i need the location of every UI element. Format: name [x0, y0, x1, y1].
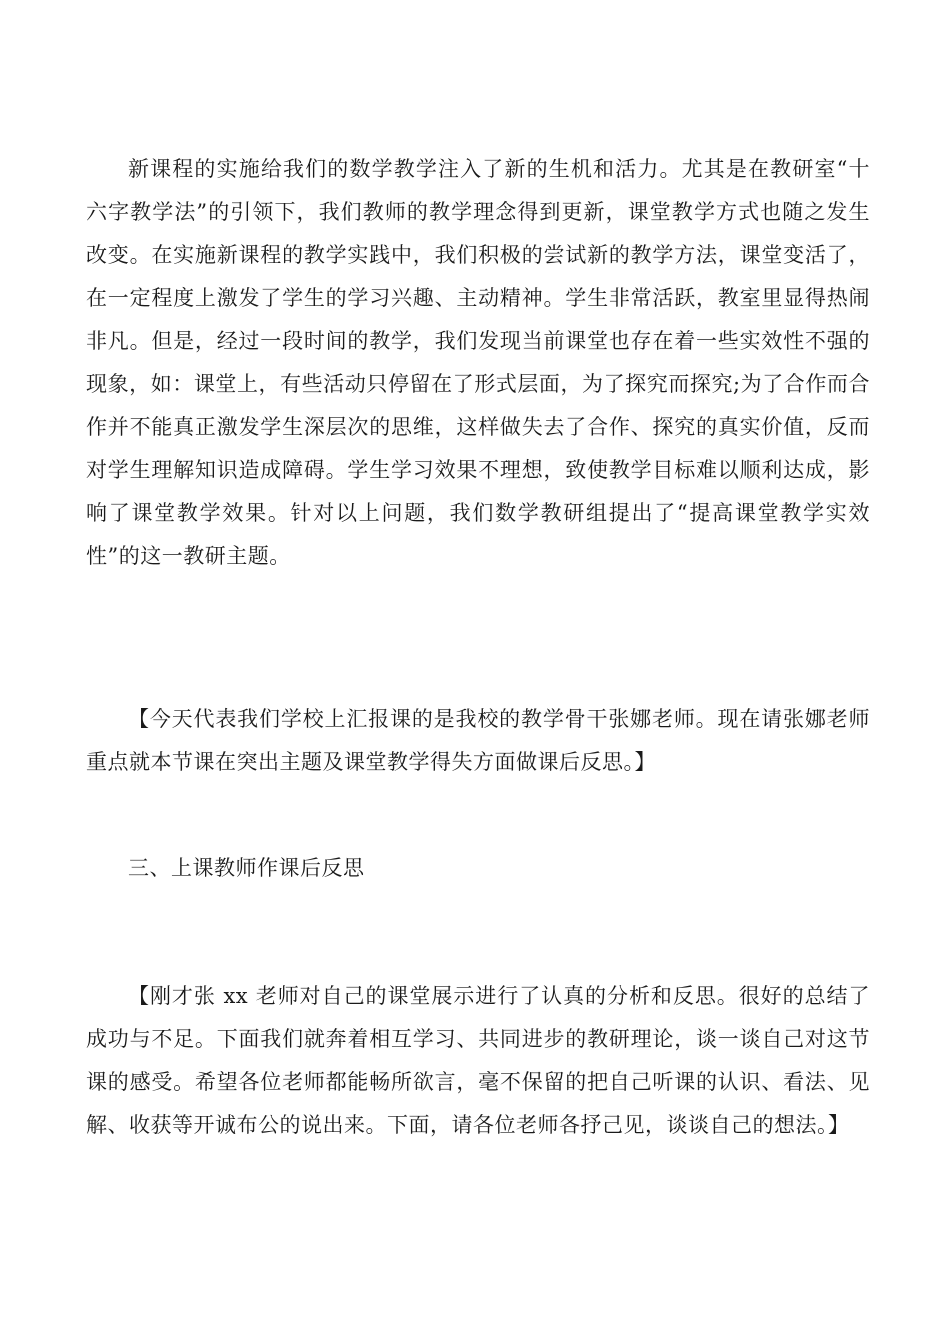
- report-lesson-paragraph: 【今天代表我们学校上汇报课的是我校的教学骨干张娜老师。现在请张娜老师重点就本节课在突出主题及课堂教学得失方面做课后反思。】: [86, 707, 870, 774]
- intro-paragraph: 新课程的实施给我们的数学教学注入了新的生机和活力。尤其是在教研室“十六字教学法”的引领下，我们教师的教学理念得到更新，课堂教学方式也随之发生改变。在实施新课程的教学实践中，我们积极的尝试新的教学方法，课堂变活了，在一定程度上激发了学生的学习兴趣、主动精神。学生非常活跃，教室里显得热闹非凡。但是，经过一段时间的教学，我们发现当前课堂也存在着一些实效性不强的现象，如：课堂上，有些活动只停留在了形式层面，为了探究而探究;为了合作而合作并不能真正激发学生深层次的思维，这样做失去了合作、探究的真实价值，反而对学生理解知识造成障碍。学生学习效果不理想，致使教学目标难以顺利达成，影响了课堂教学效果。针对以上问题，我们数学教研组提出了“提高课堂教学实效性”的这一教研主题。: [86, 157, 870, 568]
- discussion-paragraph: 【刚才张 xx 老师对自己的课堂展示进行了认真的分析和反思。很好的总结了成功与不足。下面我们就奔着相互学习、共同进步的教研理论，谈一谈自己对这节课的感受。希望各位老师都能畅所欲言，毫不保留的把自己听课的认识、看法、见解、收获等开诚布公的说出来。下面，请各位老师各抒己见，谈谈自己的想法。】: [86, 984, 870, 1137]
- section-heading: 三、上课教师作课后反思: [128, 856, 365, 880]
